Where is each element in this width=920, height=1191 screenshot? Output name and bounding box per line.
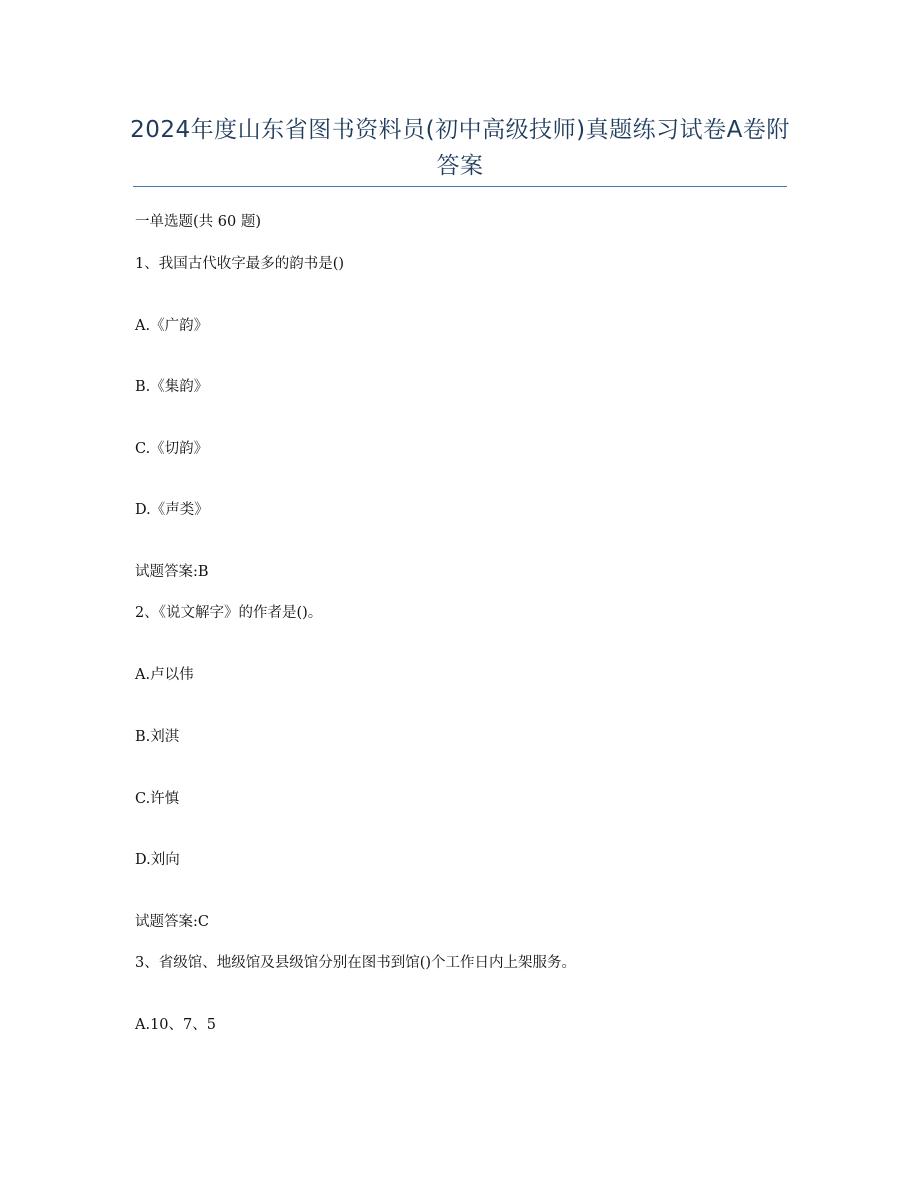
question-1-option-d: D.《声类》 [135, 502, 209, 518]
question-1-option-b: B.《集韵》 [135, 379, 209, 395]
question-2-stem: 2、《说文解字》的作者是()。 [135, 605, 323, 621]
document-title: 2024年度山东省图书资料员(初中高级技师)真题练习试卷A卷附答案 [130, 117, 790, 179]
question-1-option-c: C.《切韵》 [135, 441, 209, 457]
question-2-option-c: C.许慎 [135, 791, 180, 807]
section-heading: 一单选题(共 60 题) [135, 214, 261, 230]
question-1-stem: 1、我国古代收字最多的韵书是() [135, 256, 345, 272]
question-2-option-b: B.刘淇 [135, 729, 180, 745]
title-divider [133, 186, 787, 187]
question-1-option-a: A.《广韵》 [135, 318, 209, 334]
question-3-option-a: A.10、7、5 [135, 1017, 216, 1033]
question-2-option-a: A.卢以伟 [135, 667, 194, 683]
question-1-answer: 试题答案:B [135, 564, 209, 580]
question-2-option-d: D.刘向 [135, 852, 180, 868]
question-3-stem: 3、省级馆、地级馆及县级馆分别在图书到馆()个工作日内上架服务。 [135, 955, 577, 971]
question-2-answer: 试题答案:C [135, 914, 209, 930]
